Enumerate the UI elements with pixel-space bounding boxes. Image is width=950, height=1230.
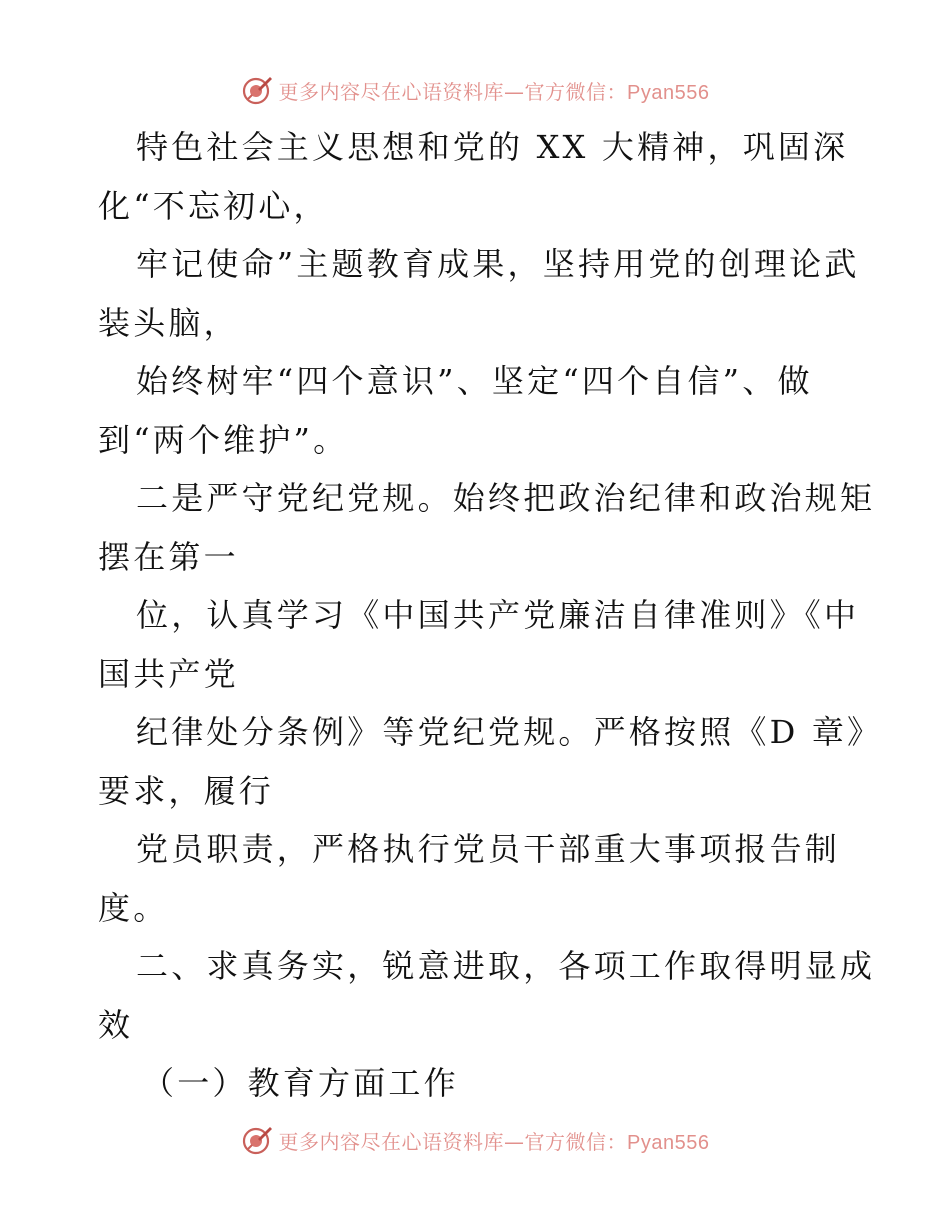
footer-watermark — [0, 1120, 950, 1160]
watermark-text: 更多内容尽在心语资料库—官方微信：Pyan556 — [278, 1129, 710, 1154]
paragraph-line: 二是严守党纪党规。始终把政治纪律和政治规矩 — [136, 479, 876, 517]
paragraph-line: 位，认真学习《中国共产党廉洁自律准则》《中 — [136, 596, 860, 634]
paragraph-line: 效 — [98, 1005, 134, 1044]
paragraph-line: 到“两个维护”。 — [98, 420, 349, 459]
header-watermark — [0, 70, 950, 110]
paragraph-line: 特色社会主义思想和党的 XX 大精神，巩固深 — [136, 128, 849, 166]
paragraph-line: 要求，履行 — [98, 771, 275, 810]
paragraph-line: 二、求真务实，锐意进取，各项工作取得明显成 — [136, 947, 876, 985]
document-body — [98, 118, 883, 1113]
paragraph-line: 化“不忘初心， — [98, 186, 329, 225]
paragraph-line: 国共产党 — [98, 654, 239, 693]
watermark-text: 更多内容尽在心语资料库—官方微信：Pyan556 — [278, 79, 710, 104]
paragraph-line: 度。 — [98, 888, 169, 927]
paragraph-line: 装头脑， — [98, 303, 239, 342]
paragraph-line: 牢记使命”主题教育成果，坚持用党的创理论武 — [136, 245, 860, 283]
paragraph-line: 始终树牢“四个意识”、坚定“四个自信”、做 — [136, 362, 813, 400]
paragraph-line: 纪律处分条例》等党纪党规。严格按照《D 章》 — [136, 713, 883, 751]
paragraph-line: 摆在第一 — [98, 537, 239, 576]
pen-seal-icon — [241, 74, 273, 106]
pen-seal-icon — [241, 1124, 273, 1156]
paragraph-line: 党员职责，严格执行党员干部重大事项报告制 — [136, 830, 841, 868]
section-subheading: （一）教育方面工作 — [142, 1064, 459, 1102]
